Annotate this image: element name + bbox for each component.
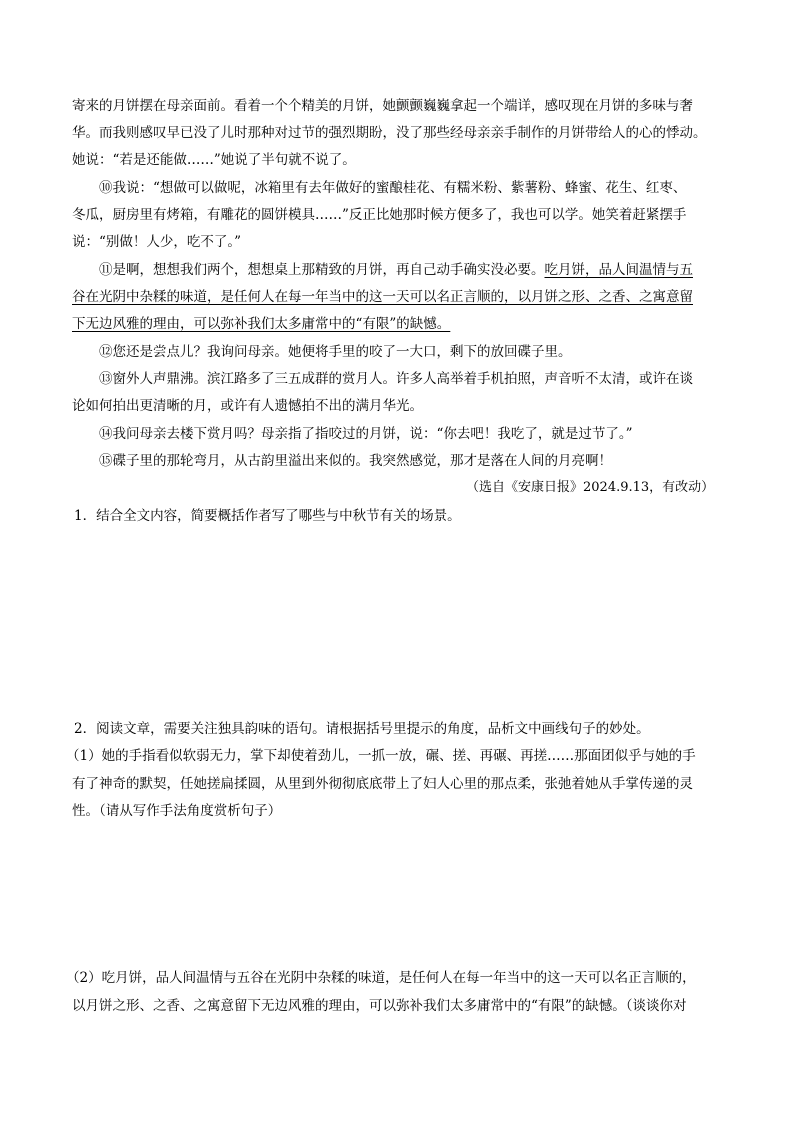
paragraph-13-line-1: ⑬窗外人声鼎沸。滨江路多了三五成群的赏月人。许多人高举着手机拍照，声音听不太清，或许在谈 bbox=[99, 371, 693, 387]
paragraph-9-line-1: 寄来的月饼摆在母亲面前。看着一个个精美的月饼，她颤颤巍巍拿起一个端详，感叹现在月饼的多味与奢 bbox=[72, 98, 693, 114]
source-citation: （选自《安康日报》2024.9.13，有改动） bbox=[466, 480, 715, 495]
paragraph-12: ⑫您还是尝点儿？我询问母亲。她便将手里的咬了一大口，剩下的放回碟子里。 bbox=[99, 344, 572, 360]
question-2-1-line-3: 性。（请从写作手法角度赏析句子） bbox=[72, 803, 282, 819]
paragraph-9-line-3: 她说：“若是还能做……”她说了半句就不说了。 bbox=[72, 152, 356, 168]
paragraph-10-line-1: ⑩我说：“想做可以做呢，冰箱里有去年做好的蜜酿桂花、有糯米粉、紫薯粉、蜂蜜、花生、红枣、 bbox=[99, 180, 687, 196]
question-2-intro: 2．阅读文章，需要关注独具韵味的语句。请根据括号里提示的角度，品析文中画线句子的妙处。 bbox=[74, 721, 650, 737]
paragraph-11-plain: ⑪是啊，想想我们两个，想想桌上那精致的月饼，再自己动手确实没必要。 bbox=[99, 262, 545, 278]
paragraph-9-line-2: 华。而我则感叹早已没了儿时那种对过节的强烈期盼，没了那些经母亲亲手制作的月饼带给人的心的悸动。 bbox=[72, 125, 707, 141]
paragraph-10-line-2: 冬瓜，厨房里有烤箱，有雕花的圆饼模具……”反正比她那时候方便多了，我也可以学。她笑着赶紧摆手 bbox=[72, 207, 687, 223]
paragraph-11-underlined-start: 吃月饼，品人间温情与五 bbox=[544, 262, 693, 278]
question-2-2-line-1: （2）吃月饼，品人间温情与五谷在光阴中杂糅的味道，是任何人在每一年当中的这一天可以名正言顺的， bbox=[66, 970, 696, 986]
question-2-1-line-1: （1）她的手指看似软弱无力，掌下却使着劲儿，一抓一放，碾、搓、再碾、再搓……那面团似乎与她的手 bbox=[66, 748, 696, 764]
question-2-2-line-2: 以月饼之形、之香、之寓意留下无边风雅的理由，可以弥补我们太多庸常中的“有限”的缺憾。（谈谈你对 bbox=[72, 998, 687, 1014]
paragraph-11-underlined-line-3: 下无边风雅的理由，可以弥补我们太多庸常中的“有限”的缺憾。 bbox=[72, 316, 451, 332]
paragraph-11-line-1 bbox=[99, 260, 693, 280]
question-2-1-line-2: 有了神奇的默契，任她搓扁揉圆，从里到外彻彻底底带上了妇人心里的那点柔，张弛着她从手掌传递的灵 bbox=[72, 776, 693, 792]
question-1: 1．结合全文内容，简要概括作者写了哪些与中秋节有关的场景。 bbox=[74, 508, 461, 524]
paragraph-15: ⑮碟子里的那轮弯月，从古韵里溢出来似的。我突然感觉，那才是落在人间的月亮啊！ bbox=[99, 453, 612, 469]
paragraph-10-line-3: 说：“别做！人少，吃不了。” bbox=[72, 234, 242, 250]
paragraph-14: ⑭我问母亲去楼下赏月吗？母亲指了指咬过的月饼，说：“你去吧！我吃了，就是过节了。” bbox=[99, 426, 633, 442]
paragraph-13-line-2: 论如何拍出更清晰的月，或许有人遗憾拍不出的满月华光。 bbox=[72, 398, 423, 414]
paragraph-11-underlined-line-2: 谷在光阴中杂糅的味道，是任何人在每一年当中的这一天可以名正言顺的，以月饼之形、之香、之寓意留 bbox=[72, 289, 693, 305]
